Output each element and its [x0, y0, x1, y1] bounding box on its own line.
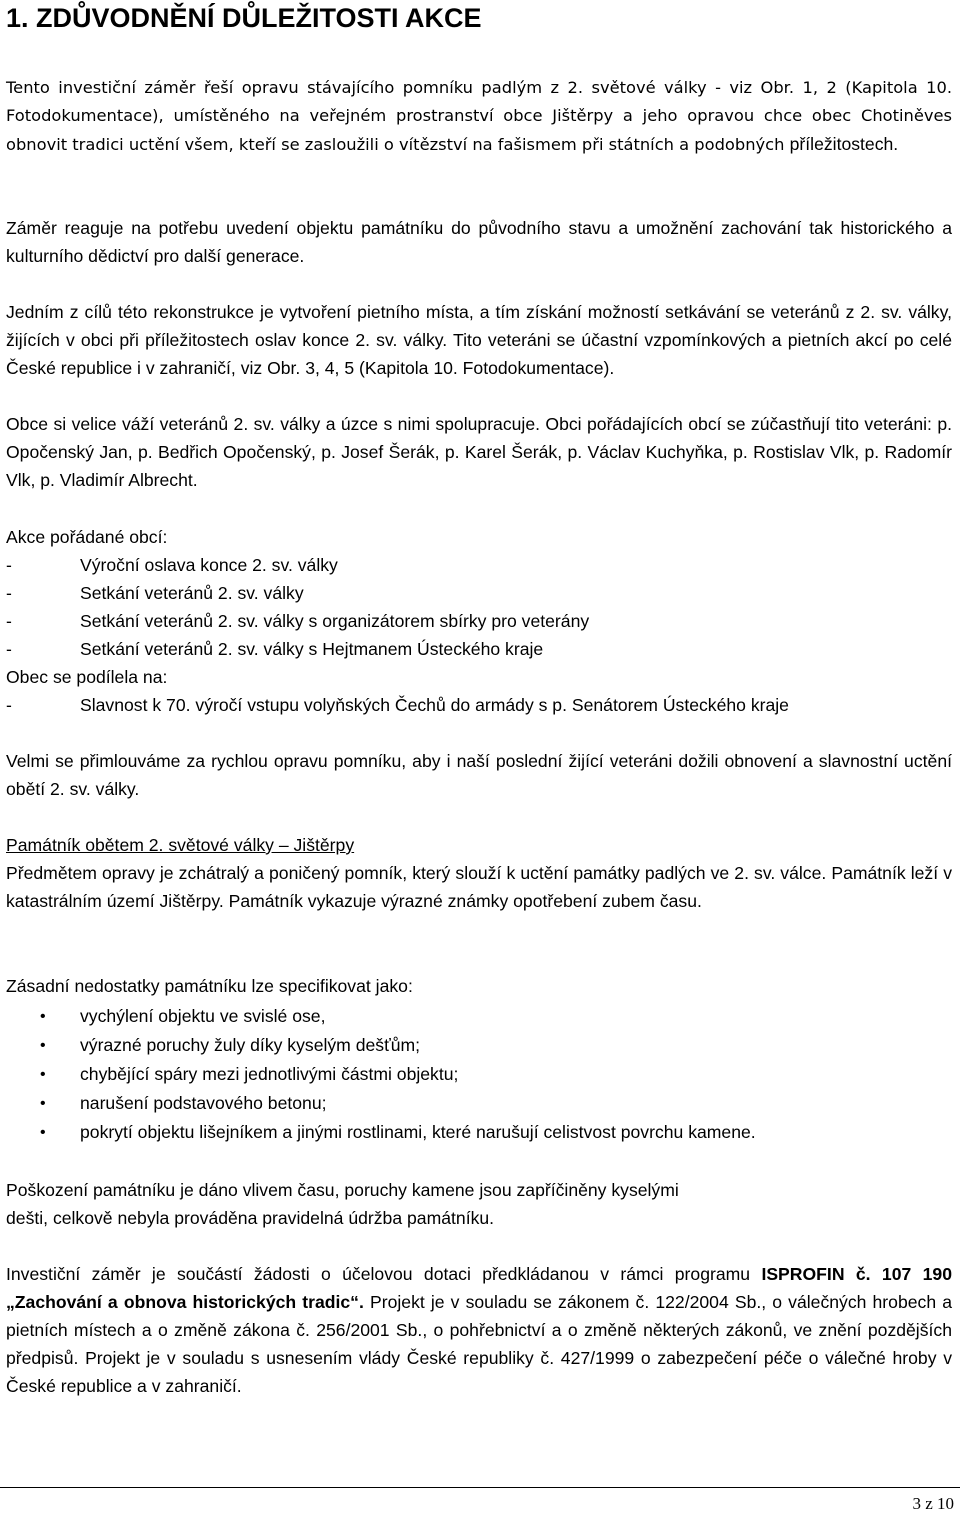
list-item: • narušení podstavového betonu; — [6, 1089, 756, 1118]
list-item: • vychýlení objektu ve svislé ose, — [6, 1002, 756, 1031]
damage-line-1: Poškození památníku je dáno vlivem času, poruchy kamene jsou zapříčiněny kyselými — [6, 1180, 679, 1200]
bullet-marker: • — [40, 1124, 46, 1141]
monument-title: Památník obětem 2. světové války – Jištěrpy — [6, 835, 355, 855]
defects-list — [6, 1002, 756, 1147]
monument-paragraph: Předmětem opravy je zchátralý a poničený pomník, který slouží k uctění památky padlých ve 2. sv. válce. Památník leží v katastrálním území Jištěrpy. Památník vykazuje výrazné známky opotřebení zubem času. — [6, 863, 952, 911]
dash-marker: - — [6, 695, 12, 715]
dash-marker: - — [6, 639, 12, 659]
list-item: • chybějící spáry mezi jednotlivými částmi objektu; — [6, 1060, 756, 1089]
events-title: Akce pořádané obcí: — [6, 527, 168, 547]
damage-line-2: dešti, celkově nebyla prováděna pravidelná údržba památníku. — [6, 1208, 495, 1228]
funding-paragraph: Investiční záměr je součástí žádosti o účelovou dotaci předkládanou v rámci programu ISPROFIN č. 107 190 „Zachování a obnova historických tradic“. Projekt je v souladu se zákonem č. 122/2004 Sb., o válečných hrobech a pietních místech a o změně zákona č. 256/2001 Sb., o pohřebnictví a o změně některých zákonů, ve znění pozdějších předpisů. Projekt je v souladu s usnesením vlády České republiky č. 427/1999 o zabezpečení péče o válečné hroby v České republice a v zahraničí. — [6, 1264, 953, 1396]
list-item: • pokrytí objektu lišejníkem a jinými rostlinami, které narušují celistvost povrchu kamene. — [6, 1118, 756, 1147]
intro-text: Tento investiční záměr řeší opravu stávajícího pomníku padlým z 2. světové války - viz Obr. 1, 2 (Kapitola 10. Fotodokumentace), umístěného na veřejném prostranství obce Jištěrpy a jeho opravou chce obec Chotiněves obnovit tradici uctění všem, kteří se zasloužili o vítězství na fašismem při státních a podobných — [6, 78, 952, 154]
list-item: • výrazné poruchy žuly díky kyselým dešťům; — [6, 1031, 756, 1060]
list-item: - Setkání veteránů 2. sv. války s Hejtmanem Ústeckého kraje — [6, 635, 589, 663]
shared-title: Obec se podílela na: — [6, 667, 168, 687]
defects-title: Zásadní nedostatky památníku lze specifikovat jako: — [6, 976, 413, 996]
damage-paragraph — [6, 1176, 952, 1232]
list-item: - Výroční oslava konce 2. sv. války — [6, 551, 589, 579]
program-name: ISPROFIN č. 107 190 „Zachování a obnova historických tradic“. — [6, 1264, 953, 1312]
intent-paragraph: Záměr reaguje na potřebu uvedení objektu památníku do původního stavu a umožnění zachování tak historického a kulturního dědictví pro další generace. — [6, 218, 952, 266]
bullet-marker: • — [40, 1037, 46, 1054]
shared-list — [6, 691, 789, 719]
dash-marker: - — [6, 555, 12, 575]
veterans-paragraph: Obce si velice váží veteránů 2. sv. války a úzce s nimi spolupracuje. Obci pořádajících obcí se zúčastňují tito veteráni: p. Opočenský Jan, p. Bedřich Opočenský, p. Josef Šerák, p. Karel Šerák, p. Václav Kuchyňka, p. Rostislav Vlk, p. Radomír Vlk, p. Vladimír Albrecht. — [6, 414, 952, 490]
list-item: - Slavnost k 70. výročí vstupu volyňských Čechů do armády s p. Senátorem Ústeckého kraje — [6, 691, 789, 719]
section-heading: 1. ZDŮVODNĚNÍ DŮLEŽITOSTI AKCE — [6, 3, 482, 33]
bullet-marker: • — [40, 1008, 46, 1025]
intro-paragraph — [6, 74, 952, 159]
list-item: - Setkání veteránů 2. sv. války — [6, 579, 589, 607]
dash-marker: - — [6, 583, 12, 603]
goals-paragraph: Jedním z cílů této rekonstrukce je vytvoření pietního místa, a tím získání možností setkávání se veteránů z 2. sv. války, žijících v obci při příležitostech oslav konce 2. sv. války. Tito veteráni se účastní vzpomínkových a pietních akcí po celé České republice i v zahraničí, viz Obr. 3, 4, 5 (Kapitola 10. Fotodokumentace). — [6, 302, 952, 378]
list-item: - Setkání veteránů 2. sv. války s organizátorem sbírky pro veterány — [6, 607, 589, 635]
dash-marker: - — [6, 611, 12, 631]
appeal-paragraph: Velmi se přimlouváme za rychlou opravu pomníku, aby i naší poslední žijící veteráni dožili obnovení a slavnostní uctění obětí 2. sv. války. — [6, 751, 952, 799]
page-number: 3 z 10 — [912, 1494, 954, 1513]
intro-text-tail: příležitostech. — [789, 134, 899, 154]
bullet-marker: • — [40, 1066, 46, 1083]
footer-divider — [0, 1487, 960, 1488]
bullet-marker: • — [40, 1095, 46, 1112]
events-list — [6, 551, 589, 663]
